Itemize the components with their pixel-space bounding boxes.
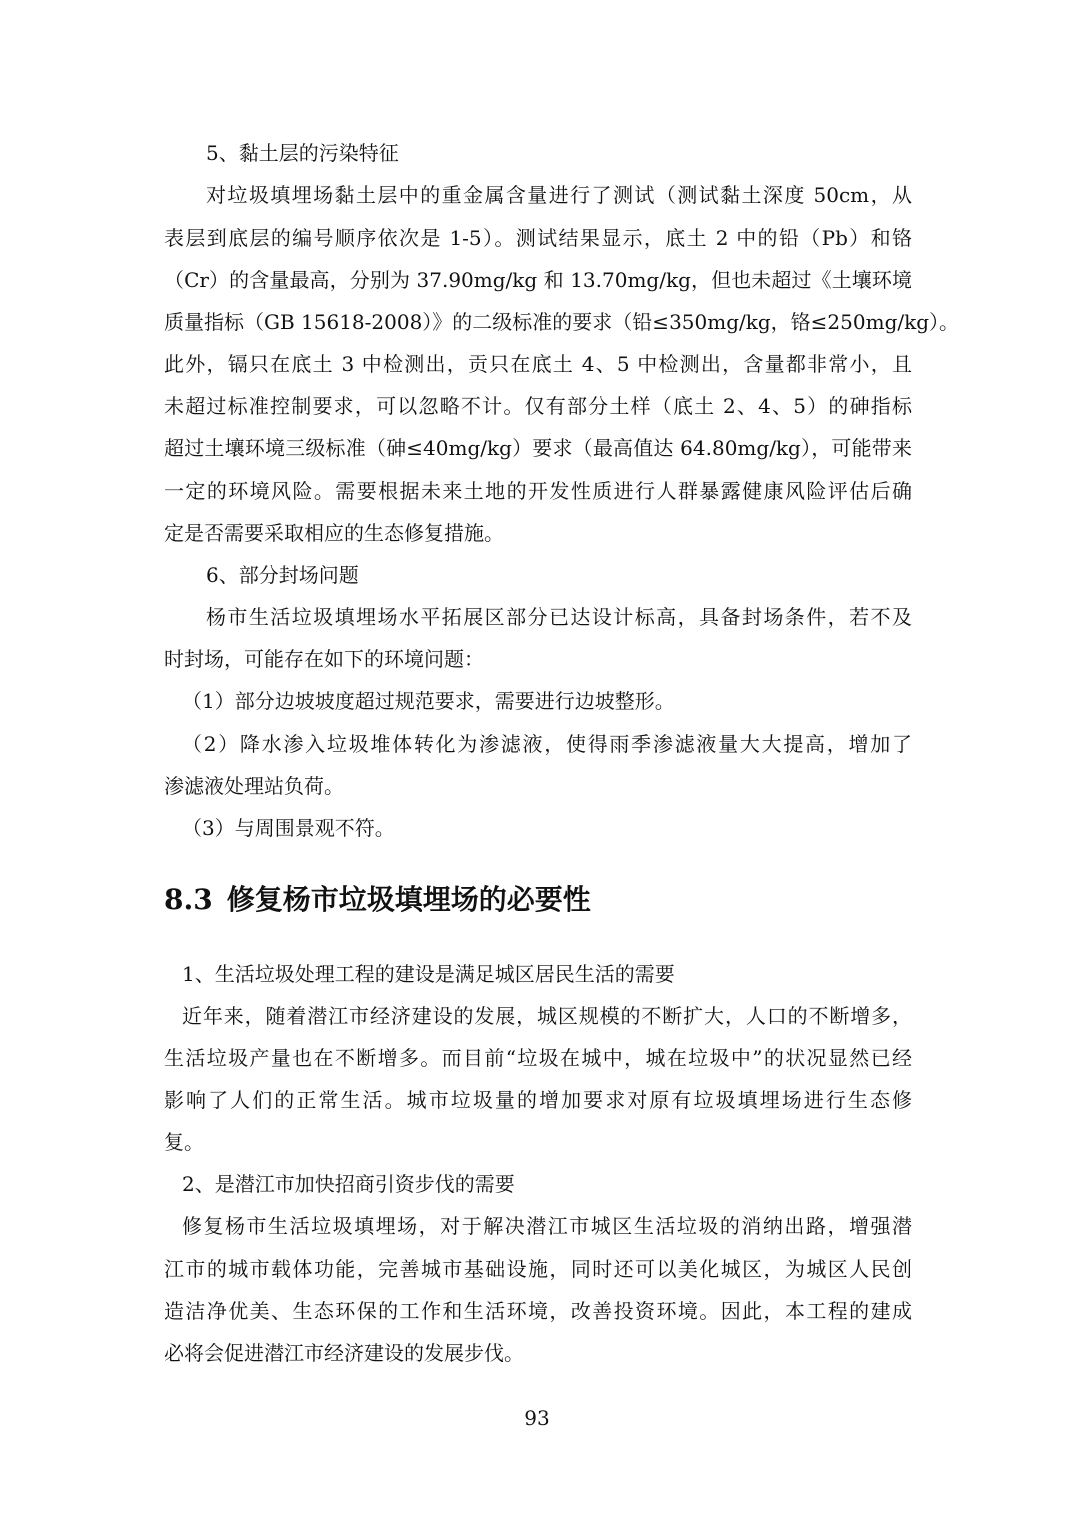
text-line: 生活垃圾产量也在不断增多。而目前“垃圾在城中，城在垃圾中”的状况显然已经: [164, 1046, 912, 1070]
text-line: （Cr）的含量最高，分别为 37.90mg/kg 和 13.70mg/kg，但也未超过《土壤环境: [164, 268, 912, 292]
section-title: 修复杨市垃圾填埋场的必要性: [226, 883, 591, 916]
text-line: 2、是潜江市加快招商引资步伐的需要: [182, 1172, 515, 1196]
text-line: 修复杨市生活垃圾填埋场，对于解决潜江市城区生活垃圾的消纳出路，增强潜: [182, 1214, 912, 1238]
text-line: 造洁净优美、生态环保的工作和生活环境，改善投资环境。因此，本工程的建成: [164, 1299, 912, 1323]
page-number: 93: [524, 1406, 550, 1430]
text-line: 5、黏土层的污染特征: [206, 141, 399, 165]
text-line: 时封场，可能存在如下的环境问题：: [164, 647, 484, 671]
text-line: 6、部分封场问题: [206, 563, 359, 587]
text-line: 超过土壤环境三级标准（砷≤40mg/kg）要求（最高值达 64.80mg/kg），可能带来: [164, 436, 912, 460]
section-number: 8.3: [164, 883, 213, 916]
text-line: 此外，镉只在底土 3 中检测出，贡只在底土 4、5 中检测出，含量都非常小，且: [164, 352, 912, 376]
text-line: 必将会促进潜江市经济建设的发展步伐。: [164, 1341, 524, 1365]
text-line: 1、生活垃圾处理工程的建设是满足城区居民生活的需要: [182, 962, 675, 986]
text-line: 影响了人们的正常生活。城市垃圾量的增加要求对原有垃圾填埋场进行生态修: [164, 1088, 912, 1112]
text-line: 定是否需要采取相应的生态修复措施。: [164, 521, 504, 545]
text-line: 渗滤液处理站负荷。: [164, 774, 344, 798]
section-heading: [164, 882, 591, 918]
text-line: （2）降水渗入垃圾堆体转化为渗滤液，使得雨季渗滤液量大大提高，增加了: [182, 732, 912, 756]
text-line: 江市的城市载体功能，完善城市基础设施，同时还可以美化城区，为城区人民创: [164, 1257, 912, 1281]
text-line: 表层到底层的编号顺序依次是 1-5）。测试结果显示，底土 2 中的铅（Pb）和铬: [164, 226, 912, 250]
text-line: 对垃圾填埋场黏土层中的重金属含量进行了测试（测试黏土深度 50cm，从: [206, 183, 912, 207]
text-line: 近年来，随着潜江市经济建设的发展，城区规模的不断扩大，人口的不断增多，: [182, 1004, 912, 1028]
text-line: （1）部分边坡坡度超过规范要求，需要进行边坡整形。: [182, 689, 675, 713]
text-line: （3）与周围景观不符。: [182, 816, 395, 840]
text-line: 复。: [164, 1130, 204, 1154]
text-line: 一定的环境风险。需要根据未来土地的开发性质进行人群暴露健康风险评估后确: [164, 479, 912, 503]
text-line: 未超过标准控制要求，可以忽略不计。仅有部分土样（底土 2、4、5）的砷指标: [164, 394, 912, 418]
text-line: 质量指标（GB 15618-2008）》的二级标准的要求（铅≤350mg/kg，铬≤250mg/kg）。: [164, 310, 960, 334]
text-line: 杨市生活垃圾填埋场水平拓展区部分已达设计标高，具备封场条件，若不及: [206, 605, 912, 629]
